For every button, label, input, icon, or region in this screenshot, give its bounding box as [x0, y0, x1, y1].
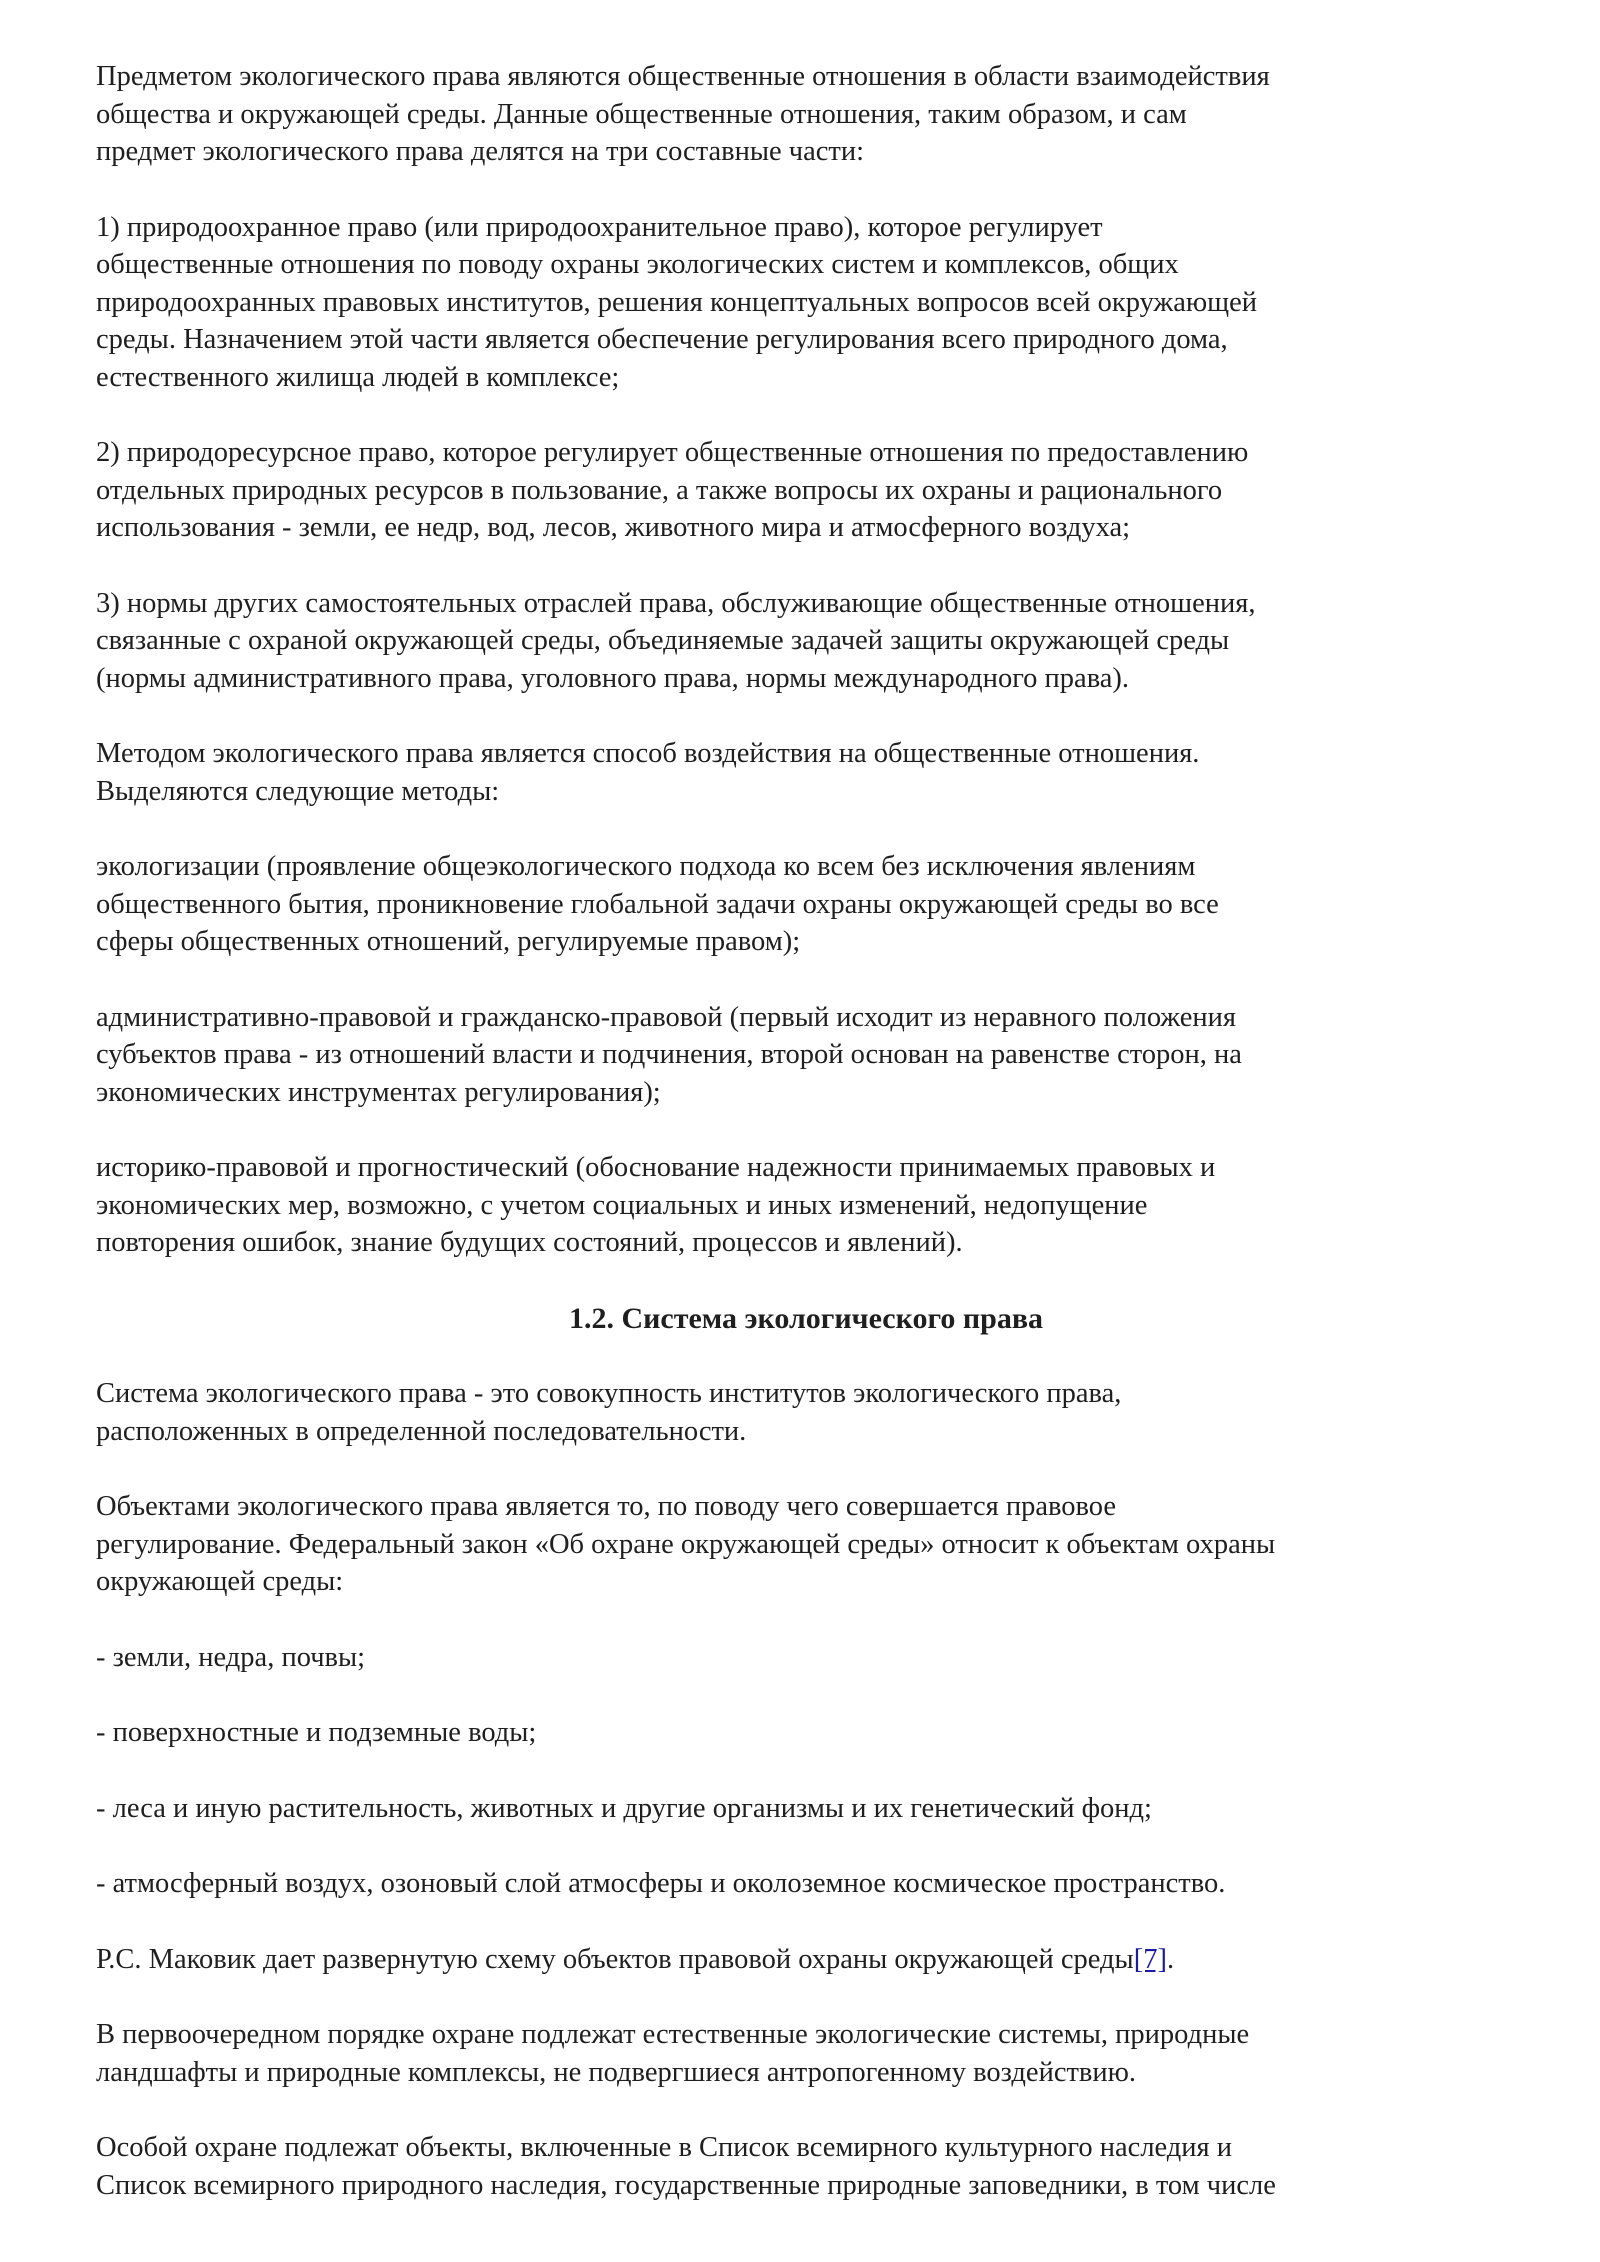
- text-line: Объектами экологического права является то, по поводу чего совершается правовое: [96, 1491, 1117, 1522]
- text-line: 3) нормы других самостоятельных отраслей права, обслуживающие общественные отношения,: [96, 587, 1256, 619]
- text-line: расположенных в определенной последовательности.: [96, 1415, 747, 1447]
- text-line: [96, 1941, 1516, 1979]
- list-item: [96, 1714, 1516, 1752]
- list-item-text: - леса и иную растительность, животных и другие организмы и их генетический фонд;: [96, 1792, 1152, 1824]
- text-line: природоохранных правовых институтов, решения концептуальных вопросов всей окружающей: [96, 286, 1257, 318]
- footnote-link[interactable]: [7]: [1133, 1943, 1167, 1975]
- text-line: экономических инструментах регулирования);: [96, 1076, 661, 1108]
- text-line: 1) природоохранное право (или природоохранительное право), которое регулирует: [96, 211, 1103, 243]
- text-line: экономических мер, возможно, с учетом социальных и иных изменений, недопущение: [96, 1189, 1148, 1221]
- text-line: Особой охране подлежат объекты, включенные в Список всемирного культурного наследия и: [96, 2132, 1233, 2163]
- list-item-text: - земли, недра, почвы;: [96, 1641, 366, 1673]
- text-line: окружающей среды:: [96, 1566, 344, 1597]
- text-line: историко-правовой и прогностический (обоснование надежности принимаемых правовых и: [96, 1152, 1216, 1183]
- text-line: В первоочередном порядке охране подлежат естественные экологические системы, природные: [96, 2019, 1250, 2050]
- text-line: связанные с охраной окружающей среды, объединяемые задачей защиты окружающей среды: [96, 625, 1230, 656]
- text-line: ландшафты и природные комплексы, не подвергшиеся антропогенному воздействию.: [96, 2056, 1137, 2088]
- paragraph-method-ecologization: [96, 848, 1516, 961]
- text-line: использования - земли, ее недр, вод, лесов, животного мира и атмосферного воздуха;: [96, 512, 1131, 543]
- paragraph-system: [96, 1375, 1516, 1450]
- list-item: [96, 1790, 1516, 1828]
- document-page: [96, 58, 1516, 2242]
- list-item: [96, 1639, 1516, 1677]
- text-line: отдельных природных ресурсов в пользование, а также вопросы их охраны и рационального: [96, 474, 1223, 506]
- text-line: общественного бытия, проникновение глобальной задачи охраны окружающей среды во все: [96, 888, 1219, 920]
- paragraph-priority-protection: [96, 2016, 1516, 2091]
- paragraph-makovik: [96, 1941, 1516, 1979]
- text-line: предмет экологического права делятся на три составные части:: [96, 136, 865, 167]
- paragraph-method: [96, 735, 1516, 810]
- text-line: (нормы административного права, уголовного права, нормы международного права).: [96, 662, 1130, 694]
- list-item-text: - атмосферный воздух, озоновый слой атмосферы и околоземное космическое пространство.: [96, 1868, 1226, 1899]
- list-item-text: - поверхностные и подземные воды;: [96, 1717, 537, 1748]
- paragraph-part-1: [96, 209, 1516, 397]
- text-line: среды. Назначением этой части является обеспечение регулирования всего природного дома,: [96, 324, 1228, 355]
- paragraph-part-2: [96, 434, 1516, 547]
- text-line: общества и окружающей среды. Данные общественные отношения, таким образом, и сам: [96, 98, 1187, 130]
- paragraph-method-historical: [96, 1149, 1516, 1262]
- text-line: субъектов права - из отношений власти и подчинения, второй основан на равенстве сторон, на: [96, 1039, 1242, 1070]
- text-line: Список всемирного природного наследия, государственные природные заповедники, в том числе: [96, 2169, 1276, 2201]
- text-line: Методом экологического права является способ воздействия на общественные отношения.: [96, 738, 1200, 769]
- text-line: 2) природоресурсное право, которое регулирует общественные отношения по предоставлению: [96, 437, 1249, 468]
- text-line: Выделяются следующие методы:: [96, 775, 500, 807]
- paragraph-part-3: [96, 585, 1516, 698]
- text-line: общественные отношения по поводу охраны экологических систем и комплексов, общих: [96, 249, 1179, 280]
- text-line: сферы общественных отношений, регулируемые правом);: [96, 926, 801, 957]
- paragraph-objects: [96, 1488, 1516, 1601]
- makovik-text: Р.С. Маковик дает развернутую схему объектов правовой охраны окружающей среды: [96, 1943, 1134, 1975]
- text-line: Предметом экологического права являются общественные отношения в области взаимодействия: [96, 61, 1270, 92]
- text-line: административно-правовой и гражданско-правовой (первый исходит из неравного положения: [96, 1001, 1236, 1033]
- period: .: [1166, 1943, 1175, 1975]
- section-heading: 1.2. Система экологического права: [568, 1301, 1044, 1335]
- text-line: повторения ошибок, знание будущих состояний, процессов и явлений).: [96, 1227, 963, 1258]
- text-line: экологизации (проявление общеэкологического подхода ко всем без исключения явлениям: [96, 851, 1196, 882]
- list-item: [96, 1865, 1516, 1903]
- text-line: естественного жилища людей в комплексе;: [96, 361, 620, 393]
- paragraph-method-administrative: [96, 999, 1516, 1112]
- paragraph-special-protection: [96, 2129, 1516, 2204]
- text-line: Система экологического права - это совокупность институтов экологического права,: [96, 1378, 1122, 1409]
- paragraph-subject: [96, 58, 1516, 171]
- text-line: регулирование. Федеральный закон «Об охране окружающей среды» относит к объектам охраны: [96, 1528, 1276, 1560]
